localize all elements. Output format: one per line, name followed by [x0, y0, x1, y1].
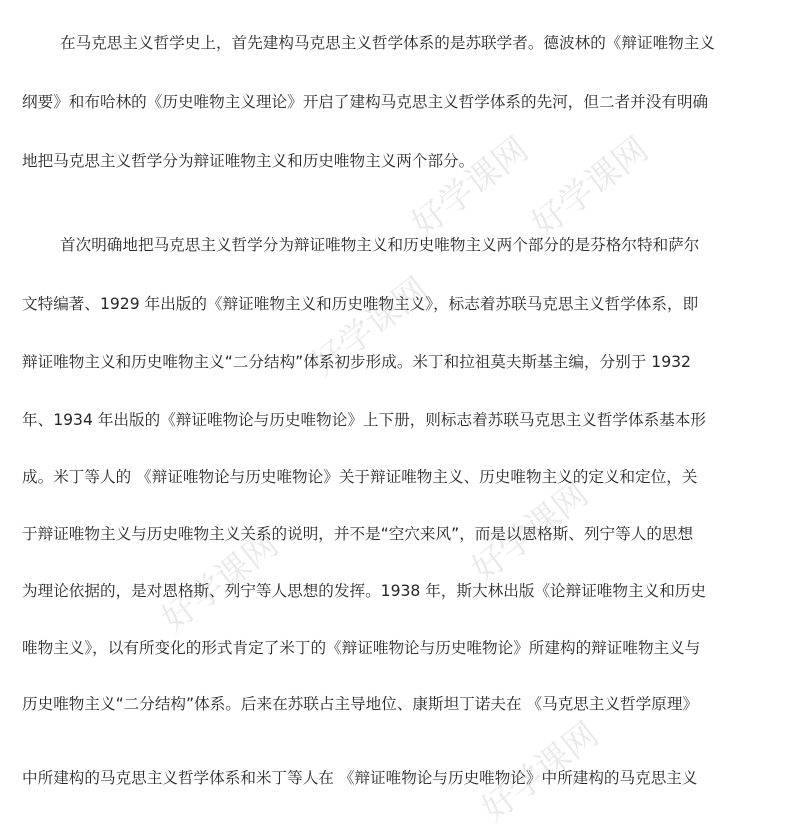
watermark: 好学课网 — [464, 474, 597, 590]
paragraph-2-line: 首次明确地把马克思主义哲学分为辩证唯物主义和历史唯物主义两个部分的是芬格尔特和萨尔 — [60, 236, 700, 254]
paragraph-2-line: 文特编著、1929 年出版的《辩证唯物主义和历史唯物主义》，标志着苏联马克思主义哲学体系，即 — [22, 295, 699, 313]
paragraph-2-line: 年、1934 年出版的《辩证唯物论与历史唯物论》上下册，则标志着苏联马克思主义哲学体系基本形 — [22, 411, 706, 429]
watermark: 好学课网 — [154, 524, 287, 640]
watermark: 好学课网 — [524, 129, 657, 245]
paragraph-2-line: 为理论依据的，是对恩格斯、列宁等人思想的发挥。1938 年，斯大林出版《论辩证唯物主义和历史 — [22, 582, 706, 600]
paragraph-2-line: 中所建构的马克思主义哲学体系和米丁等人在 《辩证唯物论与历史唯物论》中所建构的马克思主义 — [22, 769, 698, 787]
watermark: 好学课网 — [304, 269, 437, 385]
paragraph-2-line: 辩证唯物主义和历史唯物主义“二分结构”体系初步形成。米丁和拉祖莫夫斯基主编，分别于 1932 — [22, 353, 691, 371]
paragraph-2-line: 唯物主义》，以有所变化的形式肯定了米丁的《辩证唯物论与历史唯物论》所建构的辩证唯物主义与 — [22, 639, 701, 657]
paragraph-2-line: 历史唯物主义“二分结构”体系。后来在苏联占主导地位、康斯坦丁诺夫在 《马克思主义哲学原理》 — [22, 695, 699, 713]
watermark: 好学课网 — [474, 714, 607, 830]
watermark: 好学课网 — [404, 129, 537, 245]
paragraph-2-line: 成。米丁等人的 《辩证唯物论与历史唯物论》关于辩证唯物主义、历史唯物主义的定义和定位，关 — [22, 468, 698, 486]
paragraph-1-line: 纲要》和布哈林的《历史唯物主义理论》开启了建构马克思主义哲学体系的先河，但二者并没有明确 — [22, 93, 709, 111]
paragraph-2-line: 于辩证唯物主义与历史唯物主义关系的说明，并不是“空穴来风”，而是以恩格斯、列宁等人的思想 — [22, 525, 694, 543]
paragraph-1-line: 在马克思主义哲学史上，首先建构马克思主义哲学体系的是苏联学者。德波林的《辩证唯物主义 — [60, 34, 715, 52]
paragraph-1-line: 地把马克思主义哲学分为辩证唯物主义和历史唯物主义两个部分。 — [22, 152, 475, 170]
